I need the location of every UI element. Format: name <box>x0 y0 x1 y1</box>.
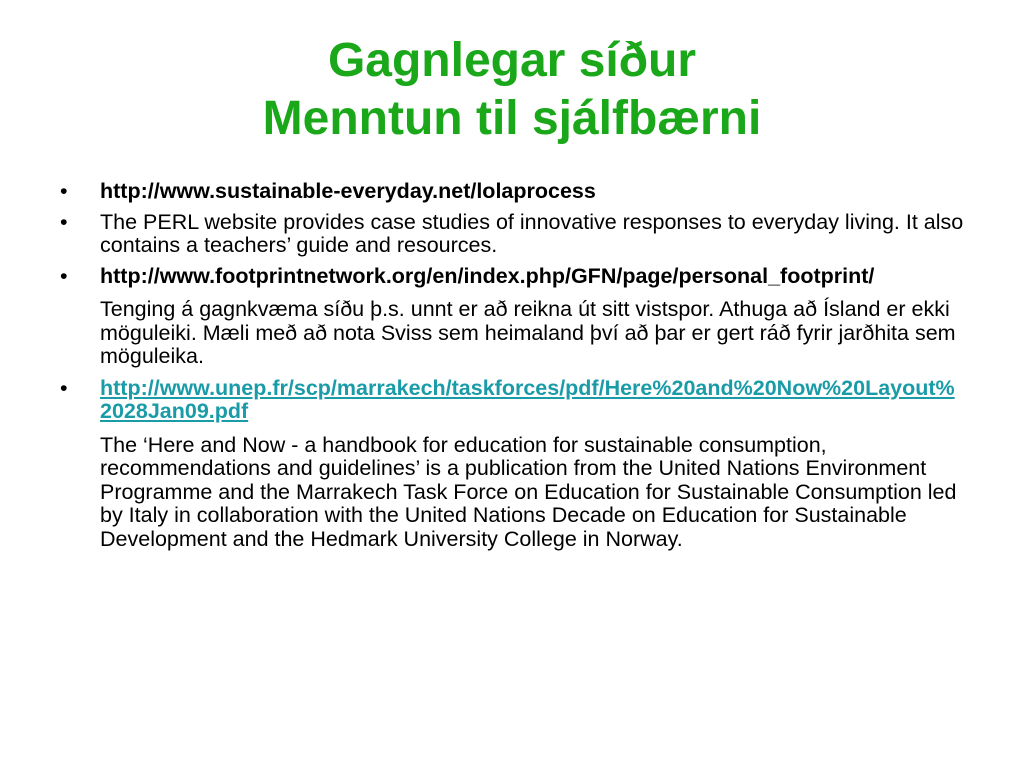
bullet-icon: • <box>60 375 68 400</box>
unep-link[interactable]: http://www.unep.fr/scp/marrakech/taskforces/pdf/Here%20and%20Now%20Layout%2028Jan09.pdf <box>100 375 955 423</box>
title-line-1: Gagnlegar síður <box>327 34 697 87</box>
url-sustainable-everyday: http://www.sustainable-everyday.net/lolaprocess <box>100 179 596 203</box>
list-item <box>60 180 965 204</box>
list-item <box>60 265 965 289</box>
list-item <box>60 377 965 424</box>
bullet-icon: • <box>60 263 68 288</box>
footprint-description: Tenging á gagnkvæma síðu þ.s. unnt er að reikna út sitt vistspor. Athuga að Ísland er ekki möguleiki. Mæli með að nota Sviss sem heimaland því að þar er gert ráð fyrir jarðhita sem möguleika. <box>100 297 956 368</box>
bullet-icon: • <box>60 179 68 203</box>
unep-description: The ‘Here and Now - a handbook for education for sustainable consumption, recommendations and guidelines’ is a publication from the United Nations Environment Programme and the Marrakech Task Force on Education for Sustainable Consumption led by Italy in collaboration with the United Nations Decade on Education for Sustainable Development and the Hedmark University College in Norway. <box>100 432 957 551</box>
perl-description: The PERL website provides case studies of innovative responses to everyday living. It also contains a teachers’ guide and resources. <box>100 209 964 257</box>
title-line-2: Menntun til sjálfbærni <box>262 92 762 145</box>
slide-title <box>0 32 1024 148</box>
bullet-icon: • <box>60 209 68 234</box>
bullet-list <box>60 180 965 559</box>
list-item <box>60 211 965 258</box>
url-footprintnetwork: http://www.footprintnetwork.org/en/index.php/GFN/page/personal_footprint/ <box>100 263 875 288</box>
